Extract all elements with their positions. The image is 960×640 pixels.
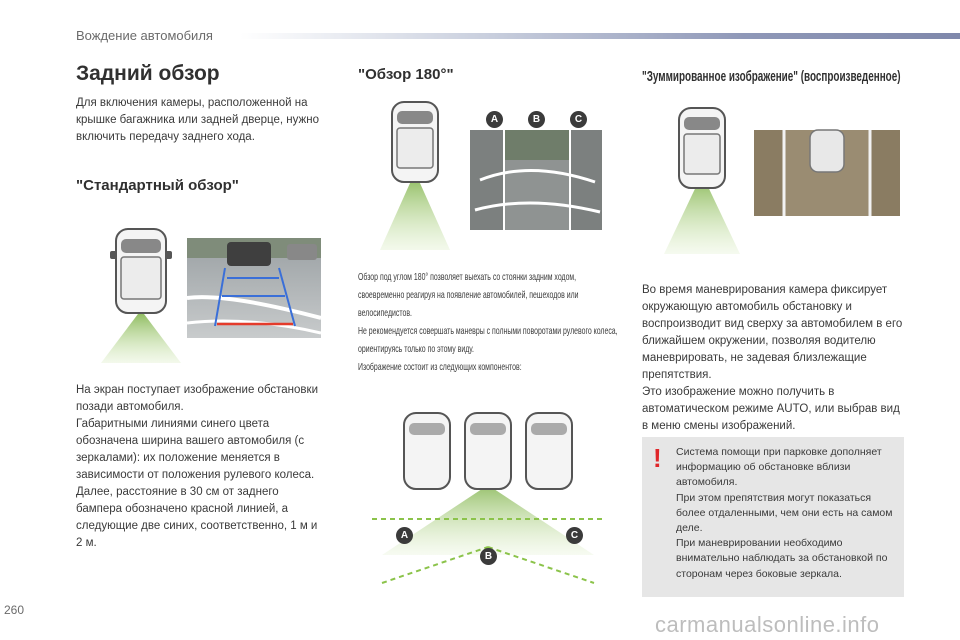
standard-view-camera-image [187,238,321,338]
section-title: Вождение автомобиля [76,28,213,43]
note-box [642,437,904,597]
zoomed-camera-image [754,130,900,216]
header-bar [240,33,960,39]
car-top-view [679,108,725,188]
page-title: Задний обзор [76,62,220,85]
view-180-text: Обзор под углом 180° позволяет выехать со стоянки задним ходом, своевременно реагируя на появление автомобилей, пешеходов или велосипедистов. Не рекомендуется совершать маневры с полными поворотами рулевого колеса, ориентируясь только по этому виду. Изображение состоит из следующих компонентов: [358,271,618,373]
view-180-heading: "Обзор 180°" [358,66,454,83]
car-center [465,413,511,489]
zone-label-b: B [480,548,497,565]
camera-image-180 [470,130,602,230]
note-text: Система помощи при парковке дополняет информацию об обстановке вблизи автомобиля. При этом препятствия могут показаться более отдаленными, чем они есть на самом деле. При маневрировании необходимо внимательно наблюдать за обстановкой по сторонам через боковые зеркала. [676,446,893,580]
zoom-view-heading: "Зуммированное изображение" (воспроизведенное) [642,68,901,85]
standard-view-heading: "Стандартный обзор" [76,177,239,194]
warning-icon: ! [653,443,662,473]
car-right [526,413,572,489]
car-left [404,413,450,489]
zone-label-a: A [396,527,413,544]
standard-view-text: На экран поступает изображение обстановки позади автомобиля. Габаритными линиями синего цвета обозначена ширина вашего автомобиля (с зеркалами): их положение меняется в зависимости от положения рулевого колеса. Далее, расстояние в 30 см от заднего бампера обозначено красной линией, а следующие две синих, соответственно, 1 м и 2 м. [76,384,318,549]
zone-label-c: C [566,527,583,544]
standard-view-car-illustration [96,225,186,365]
car-top-view [110,229,172,313]
intro-text: Для включения камеры, расположенной на крышке багажника или задней дверце, нужно включить передачу заднего хода. [76,97,319,143]
camera-cone [380,172,450,250]
label-b: B [528,111,545,128]
camera-cone [101,310,181,363]
zoom-view-illustration [654,104,904,264]
zoom-view-text: Во время маневрирования камера фиксирует окружающую автомобиль обстановку и воспроизводит вид сверху за автомобилем в его ближайшем окружении, позволяя водителю маневрировать, не задевая близлежащие препятствия. Это изображение можно получить в автоматическом режиме AUTO, или выбрав вид в меню смены изображений. [642,284,903,432]
car-top-view [392,102,438,182]
label-a: A [486,111,503,128]
watermark: carmanualsonline.info [655,612,880,637]
label-c: C [570,111,587,128]
page-number: 260 [4,603,25,617]
